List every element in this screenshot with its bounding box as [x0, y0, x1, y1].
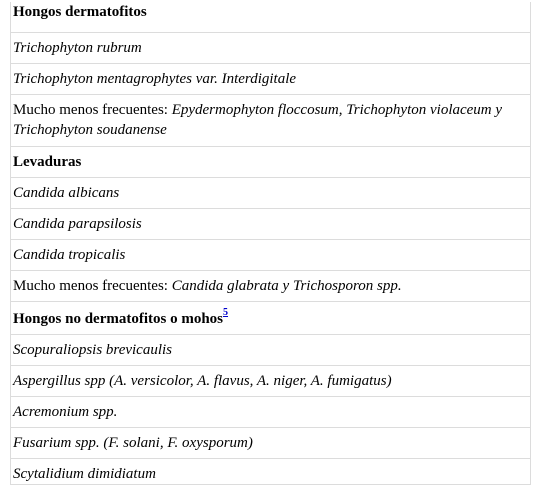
- table-row: Scopuraliopsis brevicaulis: [11, 335, 530, 366]
- table-row: Trichophyton rubrum: [11, 33, 530, 64]
- table-row: Fusarium spp. (F. solani, F. oxysporum): [11, 428, 530, 459]
- table-row: [11, 95, 530, 147]
- table-row: [11, 271, 530, 302]
- section-header: Hongos dermatofitos: [11, 2, 530, 33]
- section-header: Levaduras: [11, 147, 530, 178]
- table-row: Aspergillus spp (A. versicolor, A. flavus, A. niger, A. fumigatus): [11, 366, 530, 397]
- table-row: Candida tropicalis: [11, 240, 530, 271]
- footnote-link[interactable]: 5: [223, 307, 229, 318]
- table-row: Candida parapsilosis: [11, 209, 530, 240]
- row-prefix: Mucho menos frecuentes:: [13, 278, 172, 294]
- row-prefix: Mucho menos frecuentes:: [13, 102, 172, 118]
- table-row: Acremonium spp.: [11, 397, 530, 428]
- table-row: Candida albicans: [11, 178, 530, 209]
- table-row: Scytalidium dimidiatum: [11, 459, 530, 485]
- row-species: Epydermophyton floccosum, Trichophyton violaceum y Trichophyton soudanense: [13, 102, 503, 138]
- row-species: Candida glabrata y Trichosporon spp.: [171, 278, 402, 294]
- section-title: Hongos no dermatofitos o mohos: [13, 311, 224, 327]
- section-header: [11, 302, 530, 335]
- organism-table: [10, 2, 531, 485]
- table-row: Trichophyton mentagrophytes var. Interdigitale: [11, 64, 530, 95]
- footnote-ref: [223, 307, 228, 318]
